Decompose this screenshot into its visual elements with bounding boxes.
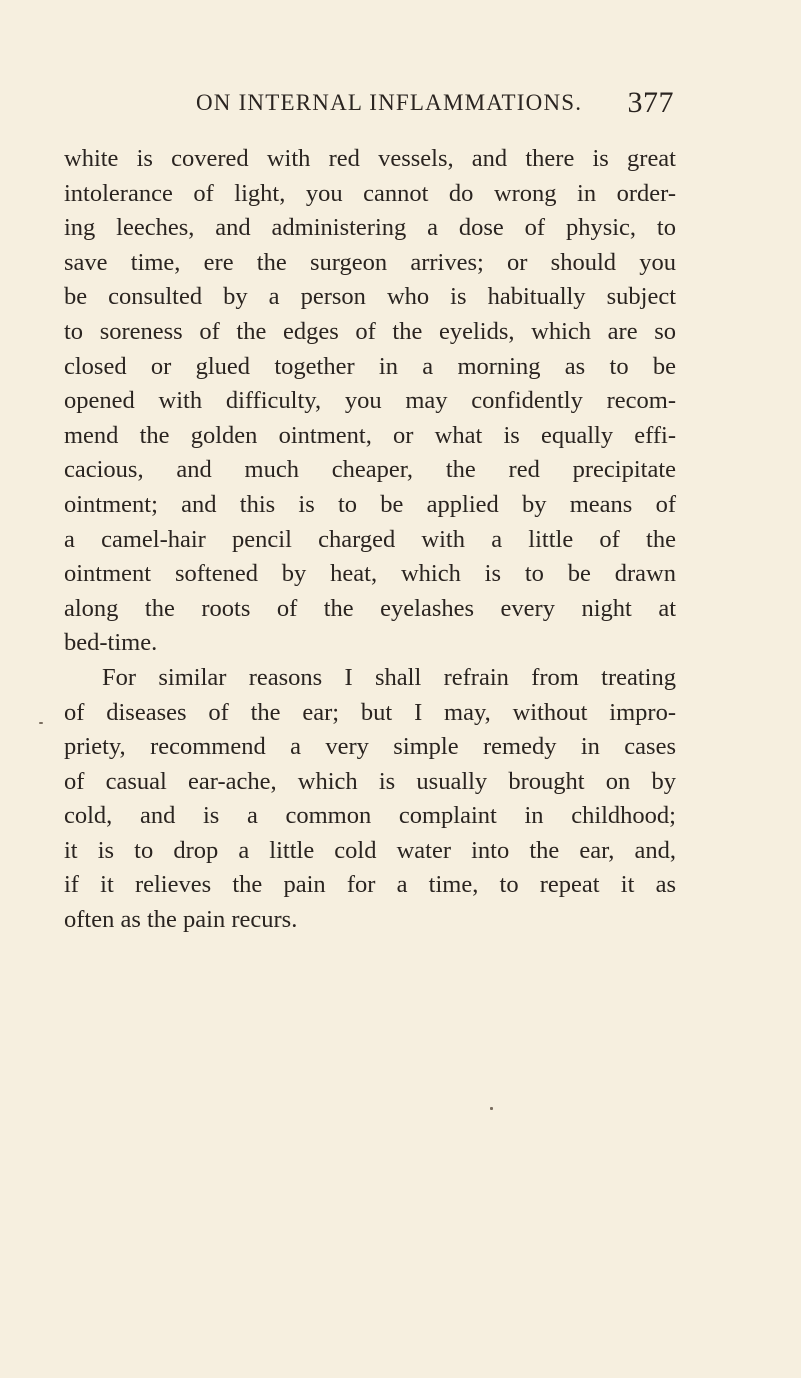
print-speck: [490, 1107, 493, 1110]
text-line: it is to drop a little cold water into the ear, and,: [64, 836, 676, 864]
text-line: if it relieves the pain for a time, to repeat it as: [64, 871, 676, 899]
text-line: cold, and is a common complaint in childhood;: [64, 802, 676, 830]
print-speck: [39, 722, 43, 724]
paragraph-end-line: bed-time.: [64, 629, 158, 657]
text-line: along the roots of the eyelashes every night at: [64, 594, 676, 622]
text-line: a camel-hair pencil charged with a little of the: [64, 525, 676, 553]
text-line: be consulted by a person who is habitually subject: [64, 283, 676, 311]
text-line: intolerance of light, you cannot do wrong in order-: [64, 179, 676, 207]
text-line: ing leeches, and administering a dose of physic, to: [64, 214, 676, 242]
paragraph-end-line: often as the pain recurs.: [64, 906, 298, 934]
text-line: closed or glued together in a morning as to be: [64, 352, 676, 380]
running-head-title: ON INTERNAL INFLAMMATIONS.: [196, 90, 583, 115]
text-line: priety, recommend a very simple remedy in cases: [64, 733, 676, 761]
text-line: of diseases of the ear; but I may, without impro-: [64, 698, 676, 726]
text-line: to soreness of the edges of the eyelids, which are so: [64, 317, 676, 345]
text-line: cacious, and much cheaper, the red precipitate: [64, 456, 676, 484]
text-line: ointment; and this is to be applied by means of: [64, 490, 676, 518]
text-line: opened with difficulty, you may confidently recom-: [64, 387, 676, 415]
page-number: 377: [627, 86, 674, 119]
body-text: [64, 142, 676, 938]
text-line: of casual ear-ache, which is usually brought on by: [64, 767, 676, 795]
text-line: ointment softened by heat, which is to be drawn: [64, 560, 676, 588]
text-line: mend the golden ointment, or what is equally effi-: [64, 421, 676, 449]
paragraph-start-line: For similar reasons I shall refrain from treating: [102, 663, 676, 691]
text-line: white is covered with red vessels, and there is great: [64, 145, 676, 172]
running-head: [196, 83, 674, 123]
text-line: save time, ere the surgeon arrives; or should you: [64, 248, 676, 276]
